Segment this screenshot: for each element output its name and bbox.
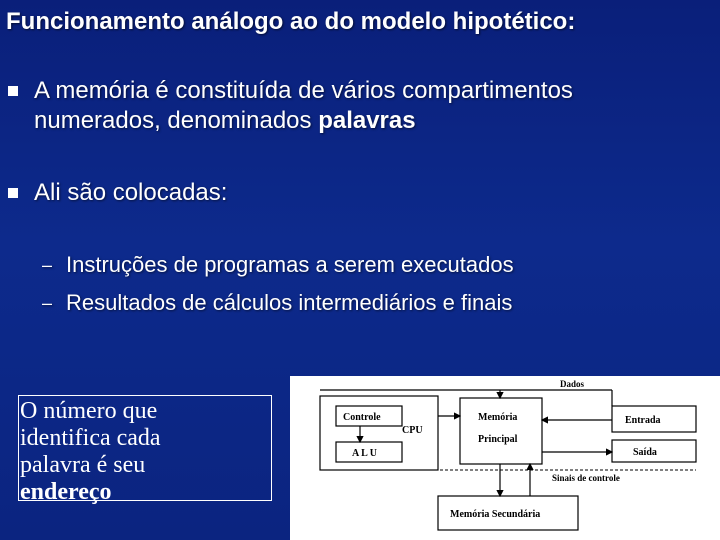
- input-label: Entrada: [625, 415, 661, 426]
- dash-bullet-icon: –: [42, 293, 53, 313]
- main-memory-sublabel: Principal: [478, 434, 518, 445]
- main-memory-label: Memória: [478, 412, 518, 423]
- secondary-memory-label: Memória Secundária: [450, 509, 541, 520]
- square-bullet-icon: [8, 188, 18, 198]
- slide-title: Funcionamento análogo ao do modelo hipotético:: [6, 8, 576, 35]
- bullet-text-line1: A memória é constituída de vários compartimentos: [34, 77, 573, 104]
- data-bus-label: Dados: [560, 379, 585, 389]
- main-memory-box: [460, 398, 542, 464]
- square-bullet-icon: [8, 86, 18, 96]
- control-unit-label: Controle: [343, 412, 381, 423]
- keyword-palavras: palavras: [318, 107, 416, 134]
- sub-item-text: Resultados de cálculos intermediários e finais: [66, 290, 513, 315]
- output-label: Saída: [633, 447, 657, 458]
- alu-label: A L U: [352, 448, 378, 459]
- cpu-label: CPU: [402, 425, 423, 436]
- bullet-text-line2: numerados, denominados palavras: [34, 107, 416, 134]
- control-signal-label: Sinais de controle: [552, 473, 620, 483]
- note-line: palavra é seu: [20, 452, 146, 478]
- note-line: identifica cada: [20, 425, 161, 451]
- note-line: O número que: [20, 398, 158, 424]
- dash-bullet-icon: –: [42, 255, 53, 275]
- sub-item-text: Instruções de programas a serem executados: [66, 252, 514, 277]
- note-text: [20, 398, 280, 506]
- bullet-text: Ali são colocadas:: [34, 179, 228, 206]
- note-bold-word: endereço: [20, 479, 112, 505]
- computer-architecture-diagram: [290, 376, 720, 540]
